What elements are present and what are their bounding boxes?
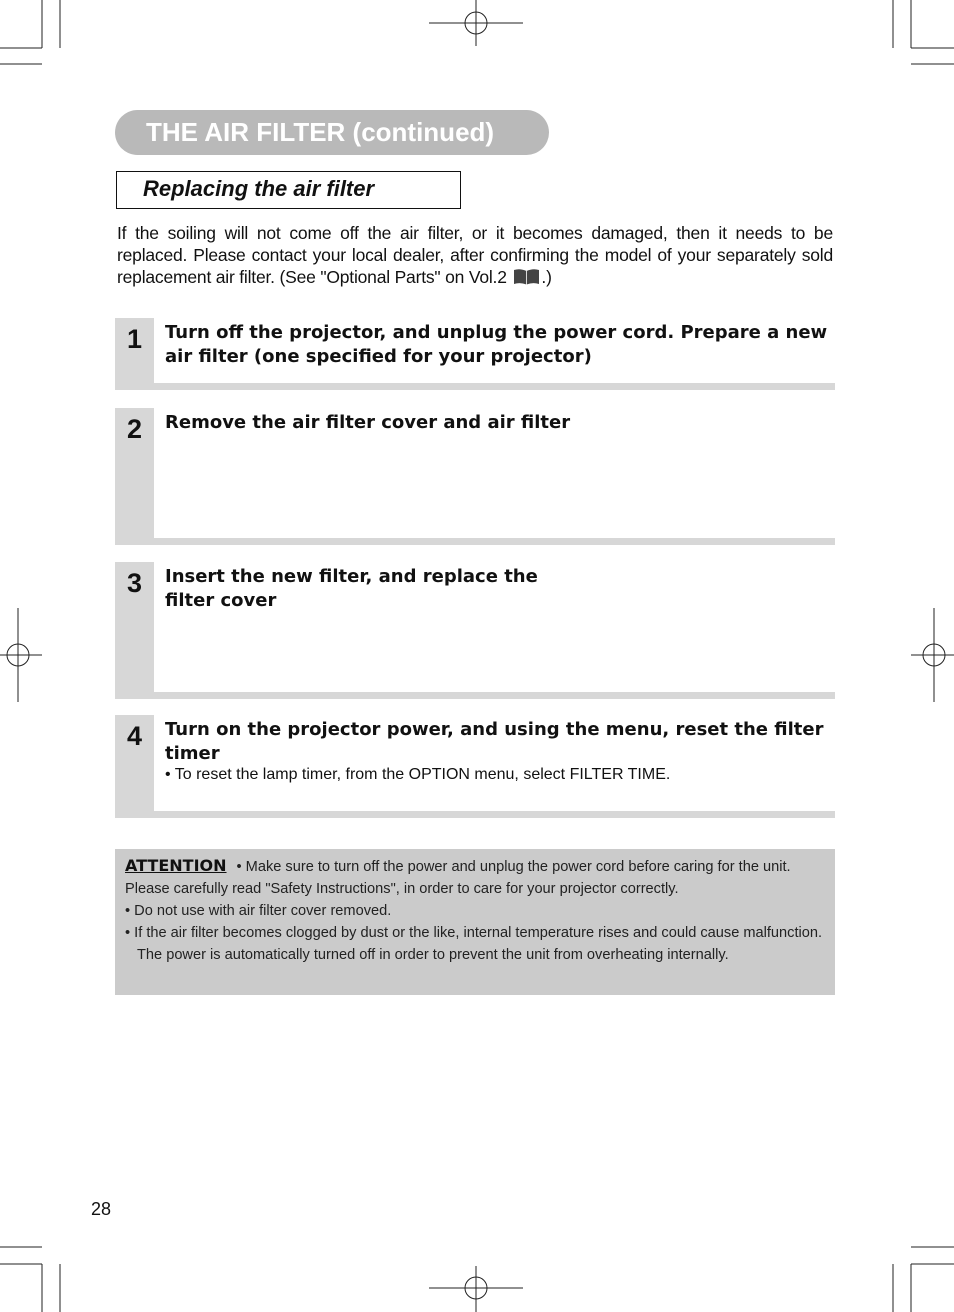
step-1 bbox=[115, 318, 835, 390]
step-divider bbox=[154, 538, 835, 545]
step-number: 4 bbox=[126, 721, 143, 751]
step-note: • To reset the lamp timer, from the OPTION menu, select FILTER TIME. bbox=[165, 766, 671, 783]
step-number: 3 bbox=[126, 568, 143, 598]
intro-text: If the soiling will not come off the air filter, or it becomes damaged, then it needs to be replaced. Please contact your local dealer, after confirming the model of your separately sold replacement air filter. (See "Optional Parts" on Vol.2 bbox=[117, 223, 833, 287]
attention-bullet: • If the air filter becomes clogged by dust or the like, internal temperature rises and could cause malfunction. The power is automatically turned off in order to prevent the unit from overheating internally. bbox=[125, 925, 823, 963]
step-number: 2 bbox=[126, 414, 143, 444]
step-title: Insert the new filter, and replace the filter cover bbox=[165, 566, 538, 611]
chapter-title: THE AIR FILTER (continued) bbox=[115, 110, 549, 155]
intro-paragraph bbox=[117, 222, 833, 288]
page-number: 28 bbox=[91, 1199, 112, 1219]
attention-first-line bbox=[125, 855, 825, 900]
attention-first-text: • Make sure to turn off the power and unplug the power cord before caring for the unit. Please carefully read "Safety Instructions", in order to care for your projector correctly. bbox=[125, 859, 791, 897]
step-2 bbox=[115, 408, 835, 545]
step-number: 1 bbox=[126, 324, 143, 354]
step-divider bbox=[154, 383, 835, 390]
step-divider bbox=[154, 811, 835, 818]
step-title: Remove the air filter cover and air filter bbox=[165, 412, 571, 433]
section-title: Replacing the air filter bbox=[116, 171, 461, 209]
step-3 bbox=[115, 562, 835, 699]
book-icon bbox=[513, 268, 540, 285]
attention-bullet: • Do not use with air filter cover removed. bbox=[125, 903, 392, 919]
step-title: Turn off the projector, and unplug the power cord. Prepare a new air filter (one specified for your projector) bbox=[165, 322, 828, 367]
attention-label: ATTENTION bbox=[125, 856, 227, 875]
attention-box bbox=[115, 849, 835, 995]
step-4 bbox=[115, 715, 835, 818]
step-title: Turn on the projector power, and using the menu, reset the filter timer bbox=[165, 719, 824, 764]
step-divider bbox=[154, 692, 835, 699]
intro-tail: .) bbox=[541, 267, 552, 287]
